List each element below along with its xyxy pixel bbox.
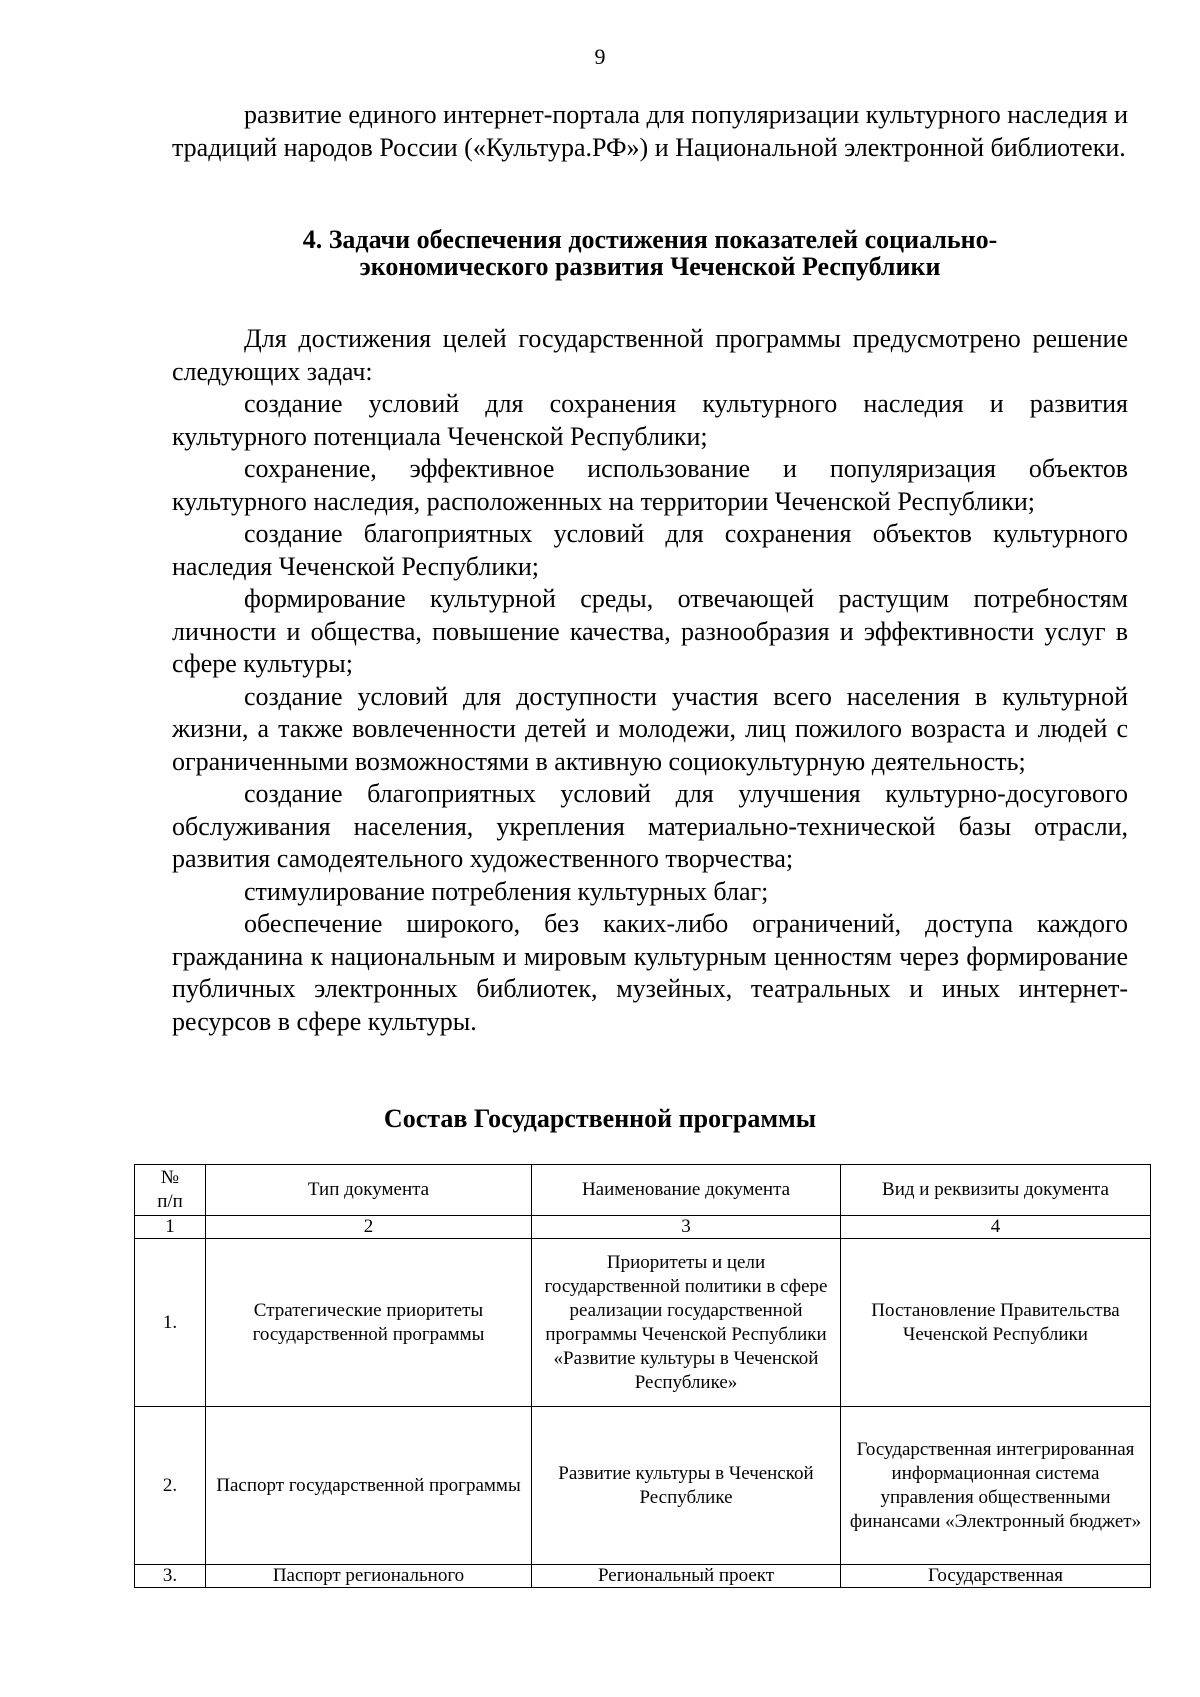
row-type: Паспорт регионального bbox=[206, 1565, 532, 1588]
table-row bbox=[135, 1407, 1151, 1565]
header-name: Наименование документа bbox=[532, 1165, 841, 1216]
table-row bbox=[135, 1565, 1151, 1588]
task-item: стимулирование потребления культурных благ; bbox=[244, 876, 769, 906]
tasks-section bbox=[172, 323, 1128, 1038]
task-item: создание благоприятных условий для сохранения объектов культурного наследия Чеченской Республики; bbox=[172, 519, 1128, 581]
row-name: Приоритеты и цели государственной политики в сфере реализации государственной программы Чеченской Республики «Развитие культуры в Чеченской Республике» bbox=[532, 1239, 841, 1407]
intro-section bbox=[172, 99, 1128, 164]
header-num-line1: № bbox=[160, 1167, 180, 1188]
column-numbers-row bbox=[135, 1216, 1151, 1239]
header-num-line2: п/п bbox=[157, 1191, 183, 1212]
page-number: 9 bbox=[594, 44, 606, 69]
row-name: Региональный проект bbox=[532, 1565, 841, 1588]
row-kind: Государственная интегрированная информационная система управления общественными финансами «Электронный бюджет» bbox=[841, 1407, 1151, 1565]
task-item: создание благоприятных условий для улучшения культурно-досугового обслуживания населения, укрепления материально-технической базы отрасли, развития самодеятельного художественного творчества; bbox=[172, 779, 1128, 873]
header-num bbox=[135, 1165, 206, 1216]
row-kind: Постановление Правительства Чеченской Республики bbox=[841, 1239, 1151, 1407]
row-num: 2. bbox=[135, 1407, 206, 1565]
row-type: Паспорт государственной программы bbox=[206, 1407, 532, 1565]
task-item: формирование культурной среды, отвечающей растущим потребностям личности и общества, повышение качества, разнообразия и эффективности услуг в сфере культуры; bbox=[172, 584, 1128, 678]
header-kind: Вид и реквизиты документа bbox=[841, 1165, 1151, 1216]
tasks-intro: Для достижения целей государственной программы предусмотрено решение следующих задач: bbox=[172, 324, 1128, 386]
column-number: 2 bbox=[206, 1216, 532, 1239]
task-item: обеспечение широкого, без каких-либо ограничений, доступа каждого гражданина к национальным и мировым культурным ценностям через формирование публичных электронных библиотек, музейных, театральных и иных интернет-ресурсов в сфере культуры. bbox=[172, 909, 1128, 1036]
table-header-row bbox=[135, 1165, 1151, 1216]
row-kind: Государственная bbox=[841, 1565, 1151, 1588]
intro-paragraph: развитие единого интернет-портала для популяризации культурного наследия и традиций народов России («Культура.РФ») и Национальной электронной библиотеки. bbox=[172, 100, 1128, 162]
row-type: Стратегические приоритеты государственной программы bbox=[206, 1239, 532, 1407]
column-number: 3 bbox=[532, 1216, 841, 1239]
column-number: 4 bbox=[841, 1216, 1151, 1239]
section-heading-line1: 4. Задачи обеспечения достижения показателей социально- bbox=[302, 225, 998, 254]
task-item: создание условий для доступности участия всего населения в культурной жизни, а также вовлеченности детей и молодежи, лиц пожилого возраста и людей с ограниченными возможностями в активную социокультурную деятельность; bbox=[172, 681, 1128, 776]
task-item: сохранение, эффективное использование и популяризация объектов культурного наследия, расположенных на территории Чеченской Республики; bbox=[172, 454, 1128, 516]
header-type: Тип документа bbox=[206, 1165, 532, 1216]
program-composition-table bbox=[134, 1164, 1151, 1588]
row-num: 3. bbox=[135, 1565, 206, 1588]
task-item: создание условий для сохранения культурного наследия и развития культурного потенциала Чеченской Республики; bbox=[172, 389, 1128, 451]
table-title: Состав Государственной программы bbox=[383, 1104, 817, 1133]
column-number: 1 bbox=[135, 1216, 206, 1239]
table-row bbox=[135, 1239, 1151, 1407]
section-heading bbox=[172, 226, 1128, 280]
row-num: 1. bbox=[135, 1239, 206, 1407]
row-name: Развитие культуры в Чеченской Республике bbox=[532, 1407, 841, 1565]
section-heading-line2: экономического развития Чеченской Республики bbox=[359, 252, 941, 281]
